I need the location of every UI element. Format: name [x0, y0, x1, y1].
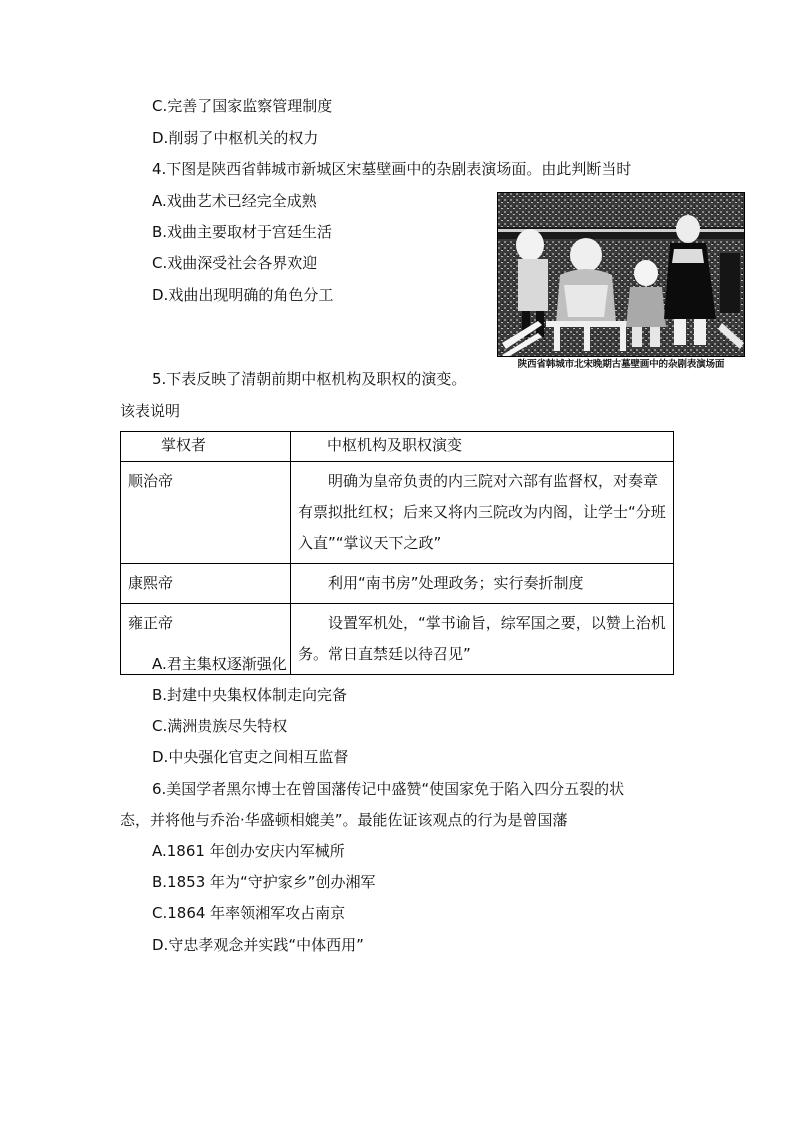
table-row [121, 564, 674, 604]
q5-option-d: D.中央强化官吏之间相互监督 [152, 748, 349, 766]
q3-option-d: D.削弱了中枢机关的权力 [152, 129, 319, 147]
q4-option-a: A.戏曲艺术已经完全成熟 [152, 192, 317, 210]
q5-stem: 5.下表反映了清朝前期中枢机构及职权的演变。 [152, 370, 467, 388]
table-row [121, 462, 674, 564]
q5-table [120, 431, 674, 675]
q5-option-c: C.满洲贵族尽失特权 [152, 717, 288, 735]
q6-option-b: B.1853 年为“守护家乡”创办湘军 [152, 873, 376, 891]
q5-lead: 该表说明 [120, 402, 181, 420]
q3-option-c: C.完善了国家监察管理制度 [152, 97, 333, 115]
table-cell-ruler: 顺治帝 [121, 462, 291, 564]
q6-option-c: C.1864 年率领湘军攻占南京 [152, 904, 346, 922]
table-header-institution: 中枢机构及职权演变 [291, 432, 674, 462]
q4-stem: 4.下图是陕西省韩城市新城区宋墓壁画中的杂剧表演场面。由此判断当时 [152, 160, 632, 178]
q4-option-d: D.戏曲出现明确的角色分工 [152, 286, 334, 304]
table-cell-description: 明确为皇帝负责的内三院对六部有监督权，对奏章有票拟批红权；后来又将内三院改为内阁，让学士“分班入直”“掌议天下之政” [291, 462, 674, 564]
table-cell-ruler: 康熙帝 [121, 564, 291, 604]
q4-option-b: B.戏曲主要取材于宫廷生活 [152, 223, 333, 241]
table-header-row [121, 432, 674, 462]
table-cell-description: 设置军机处，“掌书谕旨，综军国之要，以赞上治机务。常日直禁廷以待召见” [291, 604, 674, 675]
q6-stem-line1: 6.美国学者黑尔博士在曾国藩传记中盛赞“使国家免于陷入四分五裂的状 [152, 780, 625, 798]
q5-option-b: B.封建中央集权体制走向完备 [152, 686, 348, 704]
table-cell-ruler: 雍正帝 [121, 604, 291, 675]
mural-image [497, 192, 745, 357]
q4-option-c: C.戏曲深受社会各界欢迎 [152, 254, 318, 272]
table-header-ruler: 掌权者 [121, 432, 291, 462]
q5-option-a: A.君主集权逐渐强化 [152, 655, 287, 673]
mural-caption: 陕西省韩城市北宋晚期古墓壁画中的杂剧表演场面 [517, 359, 725, 370]
q6-stem-line2: 态，并将他与乔治·华盛顿相媲美”。最能佐证该观点的行为是曾国藩 [120, 811, 568, 829]
q6-option-d: D.守忠孝观念并实践“中体西用” [152, 936, 364, 954]
table-cell-description: 利用“南书房”处理政务；实行奏折制度 [291, 564, 674, 604]
q6-option-a: A.1861 年创办安庆内军械所 [152, 842, 345, 860]
